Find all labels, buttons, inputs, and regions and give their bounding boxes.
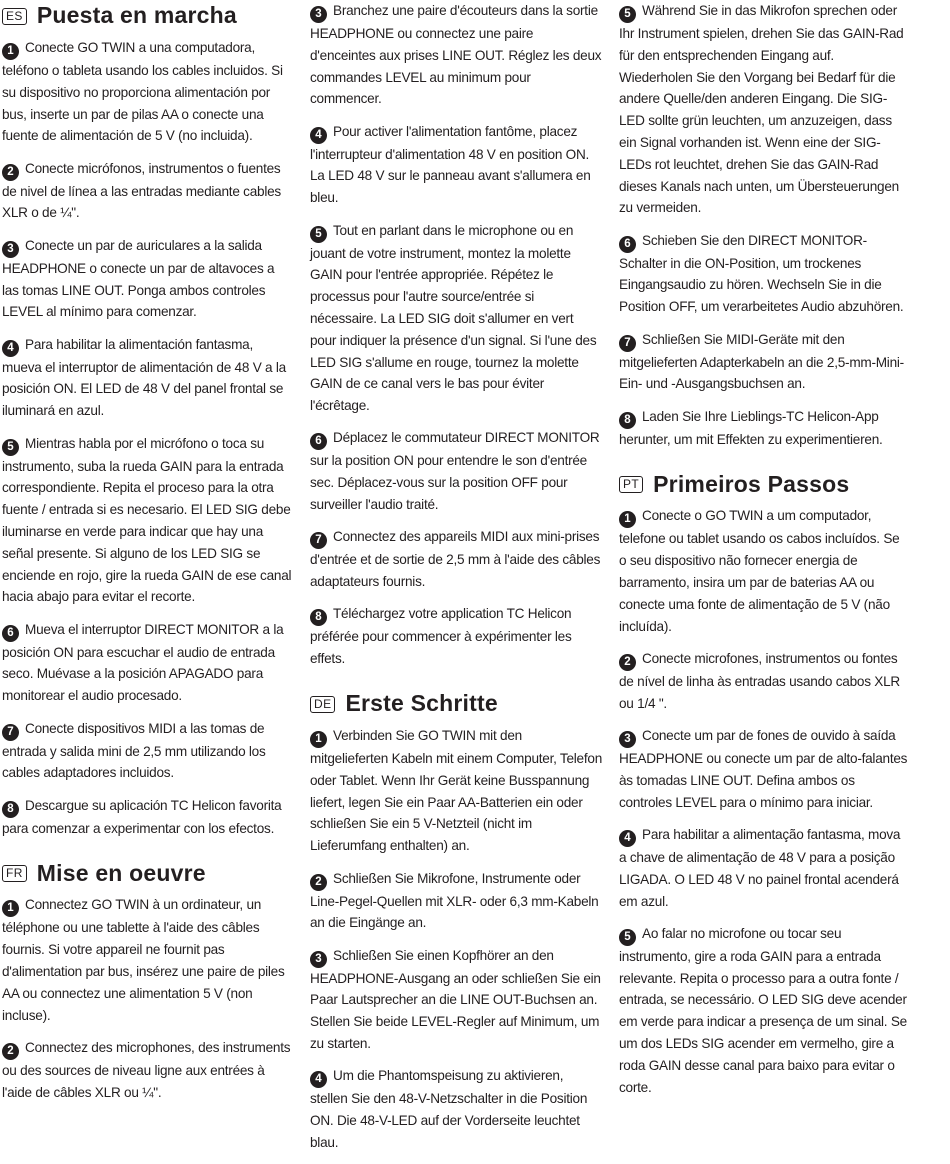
step-pt-2 [619, 648, 909, 715]
step-fr-6 [310, 427, 602, 515]
step-es-3 [2, 235, 292, 323]
step-es-1 [2, 37, 292, 147]
step-es-8 [2, 795, 292, 840]
section-header-es [2, 1, 292, 31]
step-text: Connectez GO TWIN à un ordinateur, un téléphone ou une tablette à l'aide des câbles fournis. Si votre appareil ne fournit pas d'alimentation par bus, insérez une paire de piles AA ou connectez une alimentation 5 V (non incluse). [2, 897, 285, 1023]
step-es-7 [2, 718, 292, 785]
step-number-badge: 3 [619, 731, 636, 748]
section-header-fr [2, 858, 292, 888]
step-text: Téléchargez votre application TC Helicon préférée pour commencer à expérimenter les effets. [310, 606, 572, 667]
step-text: Ao falar no microfone ou tocar seu instrumento, gire a roda GAIN para a entrada relevante. Repita o processo para a outra fonte / entrada, se necessário. O LED SIG deve acender em verde para indicar a presença de um sinal. Se um dos LEDs SIG acender em vermelho, gire a roda GAIN desse canal para baixo para evitar o corte. [619, 925, 907, 1095]
step-text: Während Sie in das Mikrofon sprechen oder Ihr Instrument spielen, drehen Sie das GAIN-Rad für den entsprechenden Eingang auf. Wiederholen Sie den Vorgang bei Bedarf für die andere Quelle/den anderen Eingang. Die SIG-LED sollte grün leuchten, um anzuzeigen, dass ein Signal vorhanden ist. Wenn eine der SIG-LEDs rot leuchtet, drehen Sie das GAIN-Rad dieses Kanals nach unten, um Übersteuerungen zu vermeiden. [619, 3, 904, 216]
step-text: Um die Phantomspeisung zu aktivieren, stellen Sie den 48-V-Netzschalter in die Position ON. Die 48-V-LED auf der Vorderseite leuchtet blau. [310, 1068, 588, 1150]
step-de-1 [310, 725, 602, 857]
step-text: Conecte microfones, instrumentos ou fontes de nível de linha às entradas usando cabos XLR ou 1/4 ". [619, 650, 900, 711]
step-number-badge: 1 [2, 43, 19, 60]
column-right [619, 0, 909, 1109]
step-es-5 [2, 433, 292, 609]
language-tag-de: DE [310, 696, 335, 713]
step-text: Conecte dispositivos MIDI a las tomas de entrada y salida mini de 2,5 mm utilizando los cables adaptadores incluidos. [2, 720, 266, 781]
step-es-2 [2, 158, 292, 225]
step-de-8 [619, 406, 909, 451]
section-title-es: Puesta en marcha [36, 2, 237, 29]
step-de-7 [619, 329, 909, 396]
step-text: Schließen Sie MIDI-Geräte mit den mitgelieferten Adapterkabeln an die 2,5-mm-Mini-Ein- und -Ausgangsbuchsen an. [619, 331, 904, 392]
step-number-badge: 4 [310, 127, 327, 144]
step-number-badge: 8 [310, 609, 327, 626]
step-number-badge: 5 [619, 929, 636, 946]
step-text: Mientras habla por el micrófono o toca su instrumento, suba la rueda GAIN para la entrada correspondiente. Repita el proceso para la otra fuente / entrada si es necesario. El LED SIG debe iluminarse en verde para indicar que hay una señal presente. Si alguno de los LED SIG se enciende en rojo, gire la rueda GAIN de ese canal hacia abajo para evitar el recorte. [2, 435, 292, 605]
language-tag-pt: PT [619, 476, 643, 493]
step-fr-2 [2, 1037, 292, 1104]
step-de-5 [619, 0, 909, 219]
step-number-badge: 8 [2, 801, 19, 818]
column-middle [310, 0, 602, 1164]
step-number-badge: 7 [2, 724, 19, 741]
step-number-badge: 4 [619, 830, 636, 847]
step-text: Connectez des microphones, des instruments ou des sources de niveau ligne aux entrées à l'aide de câbles XLR ou ¼". [2, 1039, 291, 1100]
section-title-de: Erste Schritte [345, 690, 498, 717]
step-pt-4 [619, 824, 909, 912]
step-number-badge: 6 [310, 433, 327, 450]
step-text: Conecte o GO TWIN a um computador, telefone ou tablet usando os cabos incluídos. Se o seu dispositivo não fornecer energia de barramento, insira um par de baterias AA ou conecte uma fonte de alimentação de 5 V (não incluída). [619, 508, 900, 634]
section-de [310, 689, 602, 1154]
step-text: Laden Sie Ihre Lieblings-TC Helicon-App herunter, um mit Effekten zu experimentieren. [619, 408, 883, 447]
section-fr-continued [310, 0, 602, 670]
step-number-badge: 7 [310, 532, 327, 549]
step-fr-1 [2, 894, 292, 1026]
language-tag-fr: FR [2, 865, 27, 882]
step-fr-3 [310, 0, 602, 110]
step-text: Conecte um par de fones de ouvido à saída HEADPHONE ou conecte um par de alto-falantes às tomadas LINE OUT. Defina ambos os controles LEVEL para o mínimo para iniciar. [619, 728, 908, 810]
section-fr [2, 858, 292, 1103]
section-header-de [310, 689, 602, 719]
step-fr-4 [310, 121, 602, 209]
step-es-4 [2, 334, 292, 422]
step-fr-5 [310, 220, 602, 417]
step-de-2 [310, 868, 602, 935]
step-de-4 [310, 1065, 602, 1153]
section-title-fr: Mise en oeuvre [36, 859, 206, 886]
step-number-badge: 4 [2, 340, 19, 357]
step-text: Descargue su aplicación TC Helicon favorita para comenzar a experimentar con los efectos. [2, 797, 282, 836]
section-header-pt [619, 469, 909, 499]
language-tag-es: ES [2, 8, 27, 25]
step-text: Schließen Sie Mikrofone, Instrumente oder Line-Pegel-Quellen mit XLR- oder 6,3 mm-Kabeln an die Eingänge an. [310, 870, 599, 931]
step-text: Pour activer l'alimentation fantôme, placez l'interrupteur d'alimentation 48 V en position ON. La LED 48 V sur le panneau avant s'allumera en bleu. [310, 123, 591, 206]
step-number-badge: 5 [310, 226, 327, 243]
step-number-badge: 6 [619, 236, 636, 253]
step-number-badge: 8 [619, 412, 636, 429]
step-pt-1 [619, 505, 909, 637]
step-text: Branchez une paire d'écouteurs dans la sortie HEADPHONE ou connectez une paire d'enceintes aux prises LINE OUT. Réglez les deux commandes LEVEL au minimum pour commencer. [310, 3, 602, 107]
step-number-badge: 5 [2, 439, 19, 456]
step-pt-3 [619, 725, 909, 813]
section-pt [619, 469, 909, 1098]
column-left [2, 0, 292, 1114]
section-de-continued [619, 0, 909, 450]
step-number-badge: 5 [619, 6, 636, 23]
section-es [2, 1, 292, 839]
step-de-3 [310, 945, 602, 1055]
step-number-badge: 3 [310, 6, 327, 23]
step-number-badge: 1 [2, 900, 19, 917]
step-number-badge: 4 [310, 1071, 327, 1088]
step-text: Conecte GO TWIN a una computadora, teléfono o tableta usando los cables incluidos. Si su dispositivo no proporciona alimentación por bus, inserte un par de pilas AA o conecte una fuente de alimentación de 5 V (no incluida). [2, 40, 283, 144]
step-text: Schließen Sie einen Kopfhörer an den HEADPHONE-Ausgang an oder schließen Sie ein Paar Lautsprecher an die LINE OUT-Buchsen an. Stellen Sie beide LEVEL-Regler auf Minimum, um zu starten. [310, 947, 601, 1051]
step-text: Para habilitar la alimentación fantasma, mueva el interruptor de alimentación de 48 V a la posición ON. El LED de 48 V del panel frontal se iluminará en azul. [2, 336, 286, 419]
step-number-badge: 7 [619, 335, 636, 352]
step-number-badge: 2 [2, 164, 19, 181]
step-text: Conecte un par de auriculares a la salida HEADPHONE o conecte un par de altavoces a las tomas LINE OUT. Ponga ambos controles LEVEL al mínimo para comenzar. [2, 237, 275, 320]
step-text: Schieben Sie den DIRECT MONITOR-Schalter in die ON-Position, um trockenes Eingangsaudio zu hören. Wechseln Sie in die Position OFF, um verarbeitetes Audio abzuhören. [619, 232, 904, 315]
step-text: Connectez des appareils MIDI aux mini-prises d'entrée et de sortie de 2,5 mm à l'aide des câbles adaptateurs fournis. [310, 529, 601, 590]
step-number-badge: 1 [619, 511, 636, 528]
step-text: Para habilitar a alimentação fantasma, mova a chave de alimentação de 48 V para a posição LIGADA. O LED 48 V no painel frontal acenderá em azul. [619, 826, 901, 909]
step-text: Déplacez le commutateur DIRECT MONITOR sur la position ON pour entendre le son d'entrée sec. Déplacez-vous sur la position OFF pour surveiller l'audio traité. [310, 430, 600, 513]
step-fr-8 [310, 603, 602, 670]
step-number-badge: 1 [310, 731, 327, 748]
step-number-badge: 2 [619, 654, 636, 671]
step-es-6 [2, 619, 292, 707]
step-number-badge: 3 [2, 241, 19, 258]
step-number-badge: 6 [2, 625, 19, 642]
step-text: Verbinden Sie GO TWIN mit den mitgelieferten Kabeln mit einem Computer, Telefon oder Tablet. Wenn Ihr Gerät keine Busspannung liefert, legen Sie ein Paar AA-Batterien ein oder schließen Sie ein 5 V-Netzteil (nicht im Lieferumfang enthalten) an. [310, 728, 603, 854]
step-number-badge: 2 [310, 874, 327, 891]
step-pt-5 [619, 923, 909, 1099]
step-text: Tout en parlant dans le microphone ou en jouant de votre instrument, montez la molette GAIN pour l'entrée appropriée. Répétez le processus pour l'autre source/entrée si nécessaire. La LED SIG doit s'allumer en vert pour indiquer la présence d'un signal. Si l'une des LED SIG s'allume en rouge, tournez la molette GAIN de ce canal vers le bas pour éviter l'écrêtage. [310, 222, 597, 414]
step-text: Conecte micrófonos, instrumentos o fuentes de nivel de línea a las entradas mediante cables XLR o de ¼". [2, 160, 281, 221]
step-de-6 [619, 230, 909, 318]
step-text: Mueva el interruptor DIRECT MONITOR a la posición ON para escuchar el audio de entrada seco. Muévase a la posición APAGADO para monitorear el audio procesado. [2, 621, 284, 704]
step-number-badge: 2 [2, 1043, 19, 1060]
step-fr-7 [310, 526, 602, 593]
section-title-pt: Primeiros Passos [653, 470, 850, 497]
step-number-badge: 3 [310, 951, 327, 968]
